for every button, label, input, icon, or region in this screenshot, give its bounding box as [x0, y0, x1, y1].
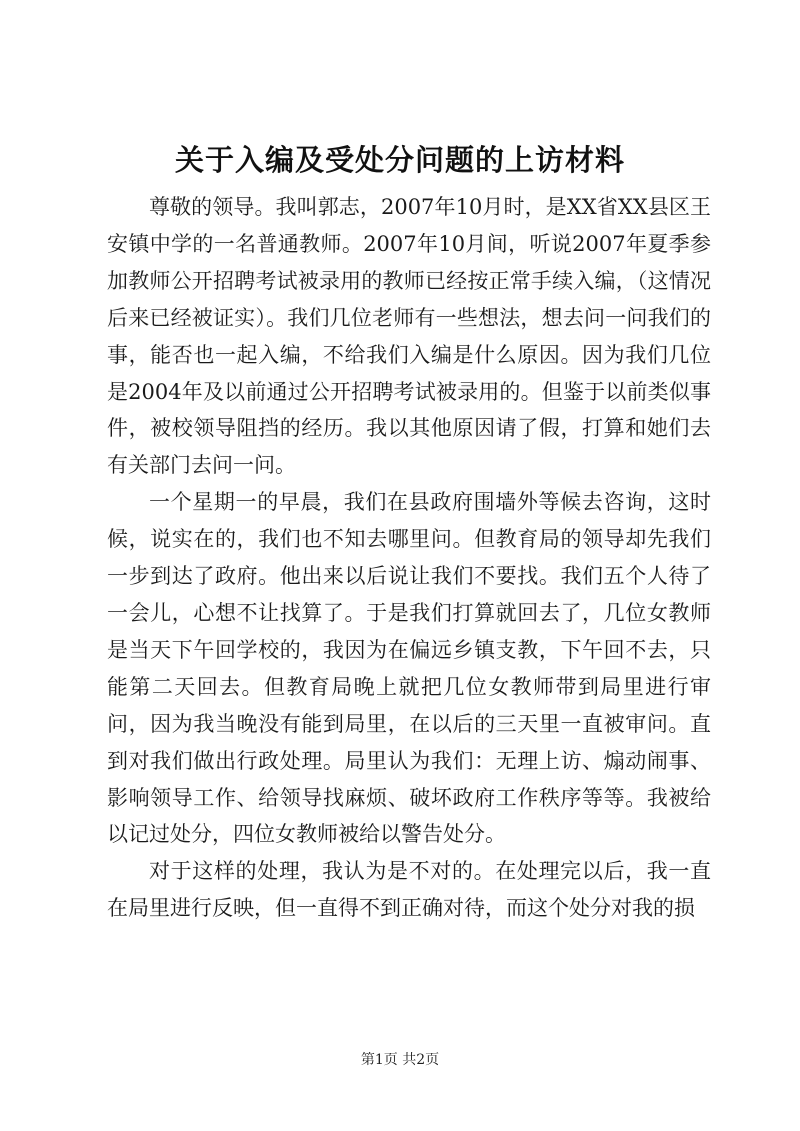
document-body [107, 189, 711, 927]
document-title: 关于入编及受处分问题的上访材料 [174, 143, 625, 177]
paragraph: 对于这样的处理，我认为是不对的。在处理完以后，我一直在局里进行反映，但一直得不到正确对待，而这个处分对我的损 [107, 859, 711, 921]
page-footer: 第1页 共2页 [360, 1052, 440, 1068]
paragraph: 尊敬的领导。我叫郭志，2007年10月时，是XX省XX县区王安镇中学的一名普通教师。2007年10月间，听说2007年夏季参加教师公开招聘考试被录用的教师已经按正常手续入编，（这情况后来已经被证实）。我们几位老师有一些想法，想去问一问我们的事，能否也一起入编，不给我们入编是什么原因。因为我们几位是2004年及以前通过公开招聘考试被录用的。但鉴于以前类似事件，被校领导阻挡的经历。我以其他原因请了假，打算和她们去有关部门去问一问。 [107, 195, 711, 478]
paragraph: 一个星期一的早晨，我们在县政府围墙外等候去咨询，这时候，说实在的，我们也不知去哪里问。但教育局的领导却先我们一步到达了政府。他出来以后说让我们不要找。我们五个人待了一会儿，心想不让找算了。于是我们打算就回去了，几位女教师是当天下午回学校的，我因为在偏远乡镇支教，下午回不去，只能第二天回去。但教育局晚上就把几位女教师带到局里进行审问，因为我当晚没有能到局里，在以后的三天里一直被审问。直到对我们做出行政处理。局里认为我们：无理上访、煽动闹事、影响领导工作、给领导找麻烦、破坏政府工作秩序等等。我被给以记过处分，四位女教师被给以警告处分。 [107, 490, 711, 847]
